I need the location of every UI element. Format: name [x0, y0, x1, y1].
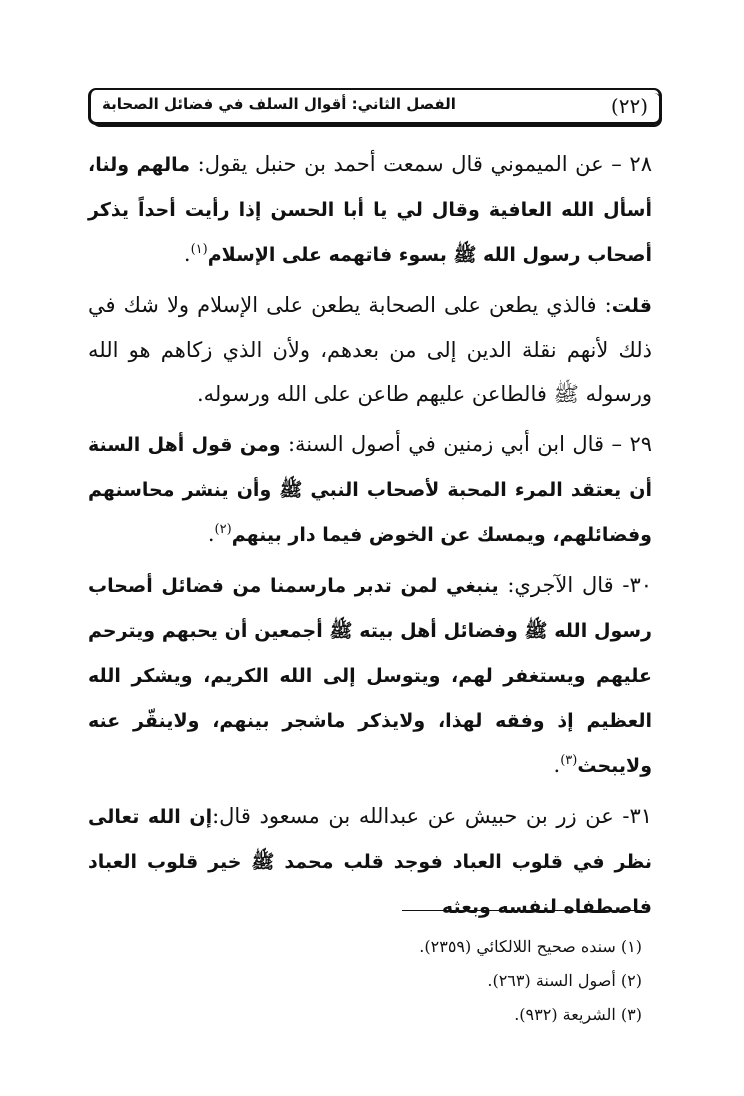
page-number: (٢٢) [610, 94, 648, 118]
paragraph-28-intro: ٢٨ – عن الميموني قال سمعت أحمد بن حنبل يقول: [190, 152, 652, 176]
paragraph-30-quote: ينبغي لمن تدبر مارسمنا من فضائل أصحاب رسول الله ﷺ وفضائل أهل بيته ﷺ أجمعين أن يحبهم ويترحم عليهم ويستغفر لهم، ويتوسل إلى الله الكريم، ويشكر الله العظيم إذ وفقه لهذا، ولايذكر ماشجر بينهم، ولاينقّر عنه ولايبحث [88, 575, 652, 777]
paragraph-29 [88, 422, 652, 557]
paragraph-28-end: . [183, 242, 191, 266]
body-text [88, 142, 652, 935]
footnotes [300, 930, 642, 1032]
paragraph-28-quote: مالهم ولنا، أسأل الله العافية وقال لي يا أبا الحسن إذا رأيت أحداً يذكر أصحاب رسول الله ﷺ بسوء فاتهمه على الإسلام [88, 154, 652, 266]
footnote-ref-1: (١) [190, 242, 208, 257]
paragraph-29-intro: ٢٩ – قال ابن أبي زمنين في أصول السنة: [280, 432, 653, 456]
footnote-ref-3: (٣) [560, 753, 578, 768]
footnote-1: (١) سنده صحيح اللالكائي (٢٣٥٩). [419, 937, 642, 956]
qult-label: قلت [611, 295, 652, 317]
qult-text: : فالذي يطعن على الصحابة يطعن على الإسلام ولا شك في ذلك لأنهم نقلة الدين إلى من بعدهم، ولأن الذي زكاهم هو الله ورسوله ﷺ فالطاعن عليهم طاعن على الله ورسوله. [88, 293, 652, 406]
paragraph-30-end: . [553, 753, 561, 777]
paragraph-31-quote: إن الله تعالى نظر في قلوب العباد فوجد قلب محمد ﷺ خير قلوب العباد فاصطفاه لنفسه وبعثه [88, 806, 652, 918]
paragraph-30 [88, 563, 652, 788]
paragraph-31 [88, 794, 652, 929]
paragraph-30-intro: ٣٠- قال الآجري: [498, 573, 652, 597]
paragraph-29-end: . [207, 522, 215, 546]
footnote-separator [402, 910, 642, 911]
paragraph-31-intro: ٣١- عن زر بن حبيش عن عبدالله بن مسعود قال: [212, 804, 652, 828]
paragraph-28 [88, 142, 652, 277]
paragraph-29-quote: ومن قول أهل السنة أن يعتقد المرء المحبة لأصحاب النبي ﷺ وأن ينشر محاسنهم وفضائلهم، ويمسك عن الخوض فيما دار بينهم [88, 434, 652, 546]
page-header [88, 88, 666, 130]
footnote-2: (٢) أصول السنة (٢٦٣). [487, 971, 642, 990]
paragraph-qult [88, 283, 652, 416]
footnote-ref-2: (٢) [214, 522, 232, 537]
chapter-title: الفصل الثاني: أقوال السلف في فضائل الصحابة [102, 95, 456, 113]
footnote-3: (٣) الشريعة (٩٣٢). [514, 1005, 642, 1024]
